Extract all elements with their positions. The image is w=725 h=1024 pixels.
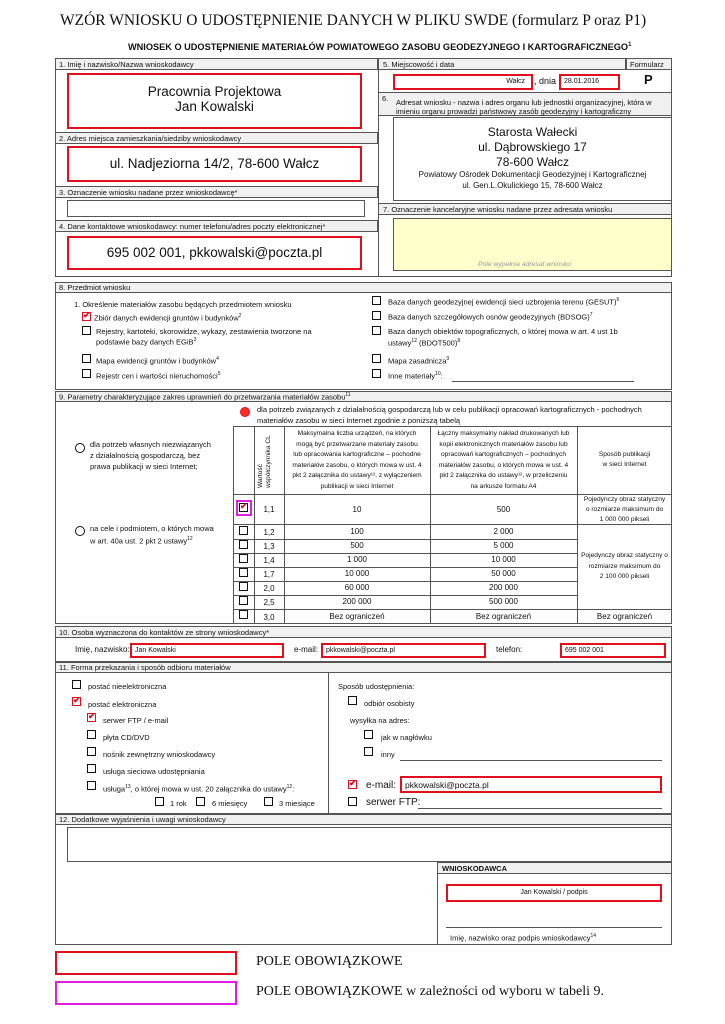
egib-map-label: Mapa ewidencji gruntów i budynków$^4$ xyxy=(96,356,219,366)
opt-own-needs-radio[interactable] xyxy=(75,443,85,453)
ftp-delivery-label: serwer FTP: xyxy=(366,797,421,808)
row-a: 10 xyxy=(352,505,362,514)
subtitle-text: WNIOSEK O UDOSTĘPNIENIE MATERIAŁÓW POWIATOWEGO ZASOBU GEODEZYJNEGO I KARTOGRAFICZNEGO xyxy=(128,42,629,53)
row-cl: 1,3 xyxy=(263,542,275,551)
bdsog-checkbox[interactable] xyxy=(372,311,381,320)
row-a: 100 xyxy=(350,527,364,536)
contact-name-label: Imię, nazwisko: xyxy=(75,645,130,654)
dnia-label: , dnia xyxy=(534,76,557,86)
row-b: 2 000 xyxy=(493,527,514,536)
row-a: 60 000 xyxy=(344,583,370,592)
opt-art40-radio[interactable] xyxy=(75,526,85,536)
office-field xyxy=(393,218,672,271)
opt-art40-l1: na cele i podmiotem, o których mowa xyxy=(90,524,214,533)
row-a: 500 xyxy=(350,541,364,550)
opt-art40-l2: w art. 40a ust. 2 pkt 2 ustawy$^{12}$ xyxy=(90,536,193,546)
period-6m-label: 6 miesięcy xyxy=(212,799,248,808)
row-2-5-checkbox[interactable] xyxy=(239,596,248,605)
opt-own-needs-l1: dla potrzeb własnych niezwiązanych xyxy=(90,440,211,449)
formularz-value: P xyxy=(644,72,653,87)
col-cl-header xyxy=(257,435,273,488)
price-register-checkbox[interactable] xyxy=(82,369,91,378)
other-address-label: inny xyxy=(381,750,395,759)
registers-label-2: podstawie bazy danych EGiB$^3$ xyxy=(96,337,197,347)
row-cl: 2,0 xyxy=(263,584,275,593)
section11-label: 11. Forma przekazania i sposób odbioru materiałów xyxy=(59,663,231,672)
period-1y-label: 1 rok xyxy=(170,799,187,808)
electronic-checkbox[interactable] xyxy=(72,697,81,706)
row-cl: 1,2 xyxy=(263,528,275,537)
external-drive-label: nośnik zewnętrzny wnioskodawcy xyxy=(103,750,216,759)
date-value: 28.01.2016 xyxy=(564,78,600,85)
section12-label: 12. Dodatkowe wyjaśnienia i uwagi wnioskodawcy xyxy=(59,815,226,824)
opt-business-l1: dla potrzeb związanych z działalnością gospodarczą lub w celu publikacji opracowań kartograficznych - pochodnych xyxy=(257,405,642,414)
row-1-7-checkbox[interactable] xyxy=(239,568,248,577)
row-1-3-checkbox[interactable] xyxy=(239,540,248,549)
col-cl-header-l2: współczynnika CL xyxy=(265,435,272,488)
contact-name-field[interactable] xyxy=(130,643,284,658)
price-register-label: Rejestr cen i wartości nieruchomości$^5$ xyxy=(96,371,221,381)
email-delivery-label: e-mail: xyxy=(366,780,397,791)
header-address-checkbox[interactable] xyxy=(364,730,373,739)
address-value: ul. Nadjeziorna 14/2, 78-600 Wałcz xyxy=(109,156,320,171)
row-1-2-checkbox[interactable] xyxy=(239,526,248,535)
section7-label: 7. Oznaczenie kancelaryjne wniosku nadane przez adresata wniosku xyxy=(383,205,613,214)
section2-label: 2. Adres miejsca zamieszkania/siedziby wnioskodawcy xyxy=(59,134,242,143)
row-c: Bez ograniczeń xyxy=(596,612,653,621)
email-delivery-checkbox[interactable] xyxy=(348,780,357,789)
row-a: 1 000 xyxy=(346,555,368,564)
document-title: WZÓR WNIOSKU O UDOSTĘPNIENIE DANYCH W PLIKU SWDE (formularz P oraz P1) xyxy=(60,12,647,29)
contact-value: 695 002 001, pkkowalski@poczta.pl xyxy=(106,245,323,260)
request-id-field[interactable] xyxy=(67,200,365,217)
service-checkbox[interactable] xyxy=(87,781,96,790)
cd-label: płyta CD/DVD xyxy=(103,733,150,742)
opt-own-needs-l2: z działalnością gospodarczą, bez xyxy=(90,451,201,460)
contact-phone-label: telefon: xyxy=(496,645,523,654)
shipping-label: wysyłka na adres: xyxy=(350,716,410,725)
legend-magenta-box xyxy=(55,981,237,1005)
signature-field[interactable] xyxy=(446,884,662,902)
web-service-checkbox[interactable] xyxy=(87,764,96,773)
opt-own-needs-l3: prawa publikacji w sieci Internet; xyxy=(90,462,198,471)
period-1y-checkbox[interactable] xyxy=(155,797,164,806)
row-b: 500 000 xyxy=(489,597,518,606)
pub2: Pojedynczy obraz statyczny o rozmiarze maksimum do 2 100 000 pikseli xyxy=(581,552,668,580)
egib-label: Zbiór danych ewidencji gruntów i budynków$^2$ xyxy=(94,313,242,323)
addressee-line3: 78-600 Wałcz xyxy=(496,155,569,169)
section6-label2: imieniu organu prowadzi państwowy zasób geodezyjny i kartograficzny xyxy=(396,107,632,116)
row-b: 500 xyxy=(496,505,511,514)
contact-phone-field[interactable] xyxy=(560,643,666,658)
row-cl: 1,1 xyxy=(263,505,275,514)
signature-caption: Imię, nazwisko oraz podpis wnioskodawcy$^{14}$ xyxy=(450,933,597,943)
row-cl: 1,4 xyxy=(263,556,275,565)
row-a: 10 000 xyxy=(344,569,370,578)
section10-label: 10. Osoba wyznaczona do kontaktów ze strony wnioskodawcy* xyxy=(59,628,270,637)
row-a: 200 000 xyxy=(342,597,372,606)
period-3m-label: 3 miesiące xyxy=(279,799,315,808)
section6-label1: Adresat wniosku - nazwa i adres organu lub jednostki organizacyjnej, która w xyxy=(396,98,652,107)
subtitle-sup: 1 xyxy=(628,42,632,48)
contact-email-value: pkkowalski@poczta.pl xyxy=(326,647,395,654)
document-subtitle xyxy=(128,42,631,52)
address-field[interactable] xyxy=(67,146,362,182)
egib-map-checkbox[interactable] xyxy=(82,354,91,363)
signature-header: WNIOSKODAWCA xyxy=(442,864,507,873)
row-2-0-checkbox[interactable] xyxy=(239,582,248,591)
header-address-label: jak w nagłówku xyxy=(381,733,432,742)
signature-value: Jan Kowalski / podpis xyxy=(520,889,588,896)
bdot-label-2: ustawy$^{12}$ (BDOT500)$^8$ xyxy=(388,338,461,348)
ftp-checkbox[interactable] xyxy=(87,713,96,722)
section5-label: 5. Miejscowość i data xyxy=(383,60,455,69)
email-delivery-field[interactable] xyxy=(400,776,662,793)
row-b: Bez ograniczeń xyxy=(475,612,532,621)
legend-magenta-text: POLE OBOWIĄZKOWE w zależności od wyboru w tabeli 9. xyxy=(256,984,604,999)
ftp-delivery-checkbox[interactable] xyxy=(348,797,357,806)
opt-business-radio[interactable] xyxy=(240,407,250,417)
section1-label: 1. Imię i nazwisko/Nazwa wnioskodawcy xyxy=(59,60,194,69)
applicant-name-field[interactable] xyxy=(67,73,362,129)
ftp-label: serwer FTP / e-mail xyxy=(103,716,169,725)
addressee-line4: Powiatowy Ośrodek Dokumentacji Geodezyjnej i Kartograficznej xyxy=(418,170,647,179)
legend-red-text: POLE OBOWIĄZKOWE xyxy=(256,954,403,969)
other-address-line[interactable] xyxy=(400,760,662,761)
contact-email-label: e-mail: xyxy=(294,645,319,654)
gesut-checkbox[interactable] xyxy=(372,296,381,305)
contact-email-field[interactable] xyxy=(321,643,486,658)
row-cl: 1,7 xyxy=(263,570,275,579)
section3-label: 3. Oznaczenie wniosku nadane przez wnioskodawcę* xyxy=(59,188,238,197)
section9-label: 9. Parametry charakteryzujące zakres uprawnień do przetwarzania materiałów zasobu$^{11}$ xyxy=(59,392,351,402)
opt-business-l2: materiałów zasobu w sieci Internet zgodnie z poniższą tabelą xyxy=(257,416,461,425)
pickup-label: odbiór osobisty xyxy=(364,699,415,708)
addressee-line5: ul. Gen.L.Okulickiego 15, 78-600 Wałcz xyxy=(462,181,603,190)
other-checkbox[interactable] xyxy=(372,369,381,378)
period-3m-checkbox[interactable] xyxy=(264,797,273,806)
other-address-checkbox[interactable] xyxy=(364,747,373,756)
row-1-1-checkbox[interactable] xyxy=(239,503,248,512)
pub1: Pojedynczy obraz statyczny o rozmiarze maksimum do 1 000 000 pikseli xyxy=(583,496,666,523)
applicant-name-line1: Pracownia Projektowa xyxy=(147,84,282,99)
base-map-label: Mapa zasadnicza$^9$ xyxy=(388,356,450,366)
col-c-header: Sposób publikacji w sieci Internet xyxy=(598,451,651,468)
ftp-delivery-line[interactable] xyxy=(418,808,662,809)
service-label: usługa$^{13}$, o której mowa w ust. 20 załącznika do ustawy$^{12}$: xyxy=(103,784,295,794)
addressee-line2: ul. Dąbrowskiego 17 xyxy=(478,140,587,154)
row-a: Bez ograniczeń xyxy=(329,612,385,621)
legend-red-box xyxy=(55,951,237,975)
section4-label: 4. Dane kontaktowe wnioskodawcy: numer telefonu/adres poczty elektronicznej* xyxy=(59,222,326,231)
col-b-header: Łączny maksymalny nakład drukowanych lub kopii elektronicznych materiałów zasobu lub opracowań kartograficznych – pochodnych materiałów zasobu, o których mowa w ust. 4 pkt 2 załącznika do ustawy¹², w przeliczeniu na arkusze formatu A4 xyxy=(437,430,570,490)
section6-num: 6. xyxy=(382,94,389,103)
col-cl-header-l1: Wartość xyxy=(257,464,264,488)
nonelectronic-checkbox[interactable] xyxy=(72,680,81,689)
row-cl: 3,0 xyxy=(263,613,275,622)
pickup-checkbox[interactable] xyxy=(348,696,357,705)
web-service-label: usługa sieciowa udostępniania xyxy=(103,767,205,776)
date-field[interactable] xyxy=(559,74,620,90)
period-6m-checkbox[interactable] xyxy=(196,797,205,806)
egib-checkbox[interactable] xyxy=(82,312,91,321)
other-label: Inne materiały$^{10}$: xyxy=(388,371,443,381)
bdsog-label: Baza danych szczegółowych osnów geodezyjnych (BDSOG)$^7$ xyxy=(388,312,593,322)
external-drive-checkbox[interactable] xyxy=(87,747,96,756)
place-value: Wałcz xyxy=(506,78,525,85)
row-b: 50 000 xyxy=(491,569,516,578)
section8-sub: 1. Określenie materiałów zasobu będących przedmiotem wniosku xyxy=(74,300,292,309)
cd-checkbox[interactable] xyxy=(87,730,96,739)
col-a-header: Maksymalna liczba urządzeń, na których mogą być przetwarzane materiały zasobu lub opracowania kartograficzne – pochodne materiałów zasobu, o których mowa w ust. 4 pkt 2 załącznika do ustawy¹², z wyłączeniem publikacji w sieci Internet xyxy=(292,430,422,490)
other-input-line[interactable] xyxy=(452,381,634,382)
place-field[interactable] xyxy=(393,74,533,90)
electronic-label: postać elektroniczna xyxy=(88,700,157,709)
addressee-line1: Starosta Wałecki xyxy=(487,125,578,139)
row-b: 5 000 xyxy=(493,541,514,550)
row-b: 10 000 xyxy=(491,555,516,564)
registers-label: Rejestry, kartoteki, skorowidze, wykazy, zestawienia tworzone na xyxy=(96,327,312,336)
base-map-checkbox[interactable] xyxy=(372,354,381,363)
section8-label: 8. Przedmiot wniosku xyxy=(59,283,131,292)
bdot-label: Baza danych obiektów topograficznych, o której mowa w art. 4 ust 1b xyxy=(388,327,618,336)
email-delivery-value: pkkowalski@poczta.pl xyxy=(405,780,489,790)
delivery-label: Sposób udostępnienia: xyxy=(338,682,415,691)
nonelectronic-label: postać nieelektroniczna xyxy=(88,682,167,691)
remarks-field[interactable] xyxy=(67,827,672,862)
contact-name-value: Jan Kowalski xyxy=(135,647,176,654)
office-hint: Pole wypełnia adresat wniosku xyxy=(478,261,571,268)
gesut-label: Baza danych geodezyjnej ewidencji sieci uzbrojenia terenu (GESUT)$^6$ xyxy=(388,297,620,307)
contact-phone-value: 695 002 001 xyxy=(565,647,604,654)
row-3-0-checkbox[interactable] xyxy=(239,610,248,619)
contact-field[interactable] xyxy=(67,236,362,270)
formularz-label: Formularz xyxy=(630,60,664,69)
row-b: 200 000 xyxy=(489,583,518,592)
row-cl: 2,5 xyxy=(263,598,275,607)
bdot-checkbox[interactable] xyxy=(372,326,381,335)
applicant-name-line2: Jan Kowalski xyxy=(175,99,254,114)
row-1-4-checkbox[interactable] xyxy=(239,554,248,563)
registers-checkbox[interactable] xyxy=(82,326,91,335)
